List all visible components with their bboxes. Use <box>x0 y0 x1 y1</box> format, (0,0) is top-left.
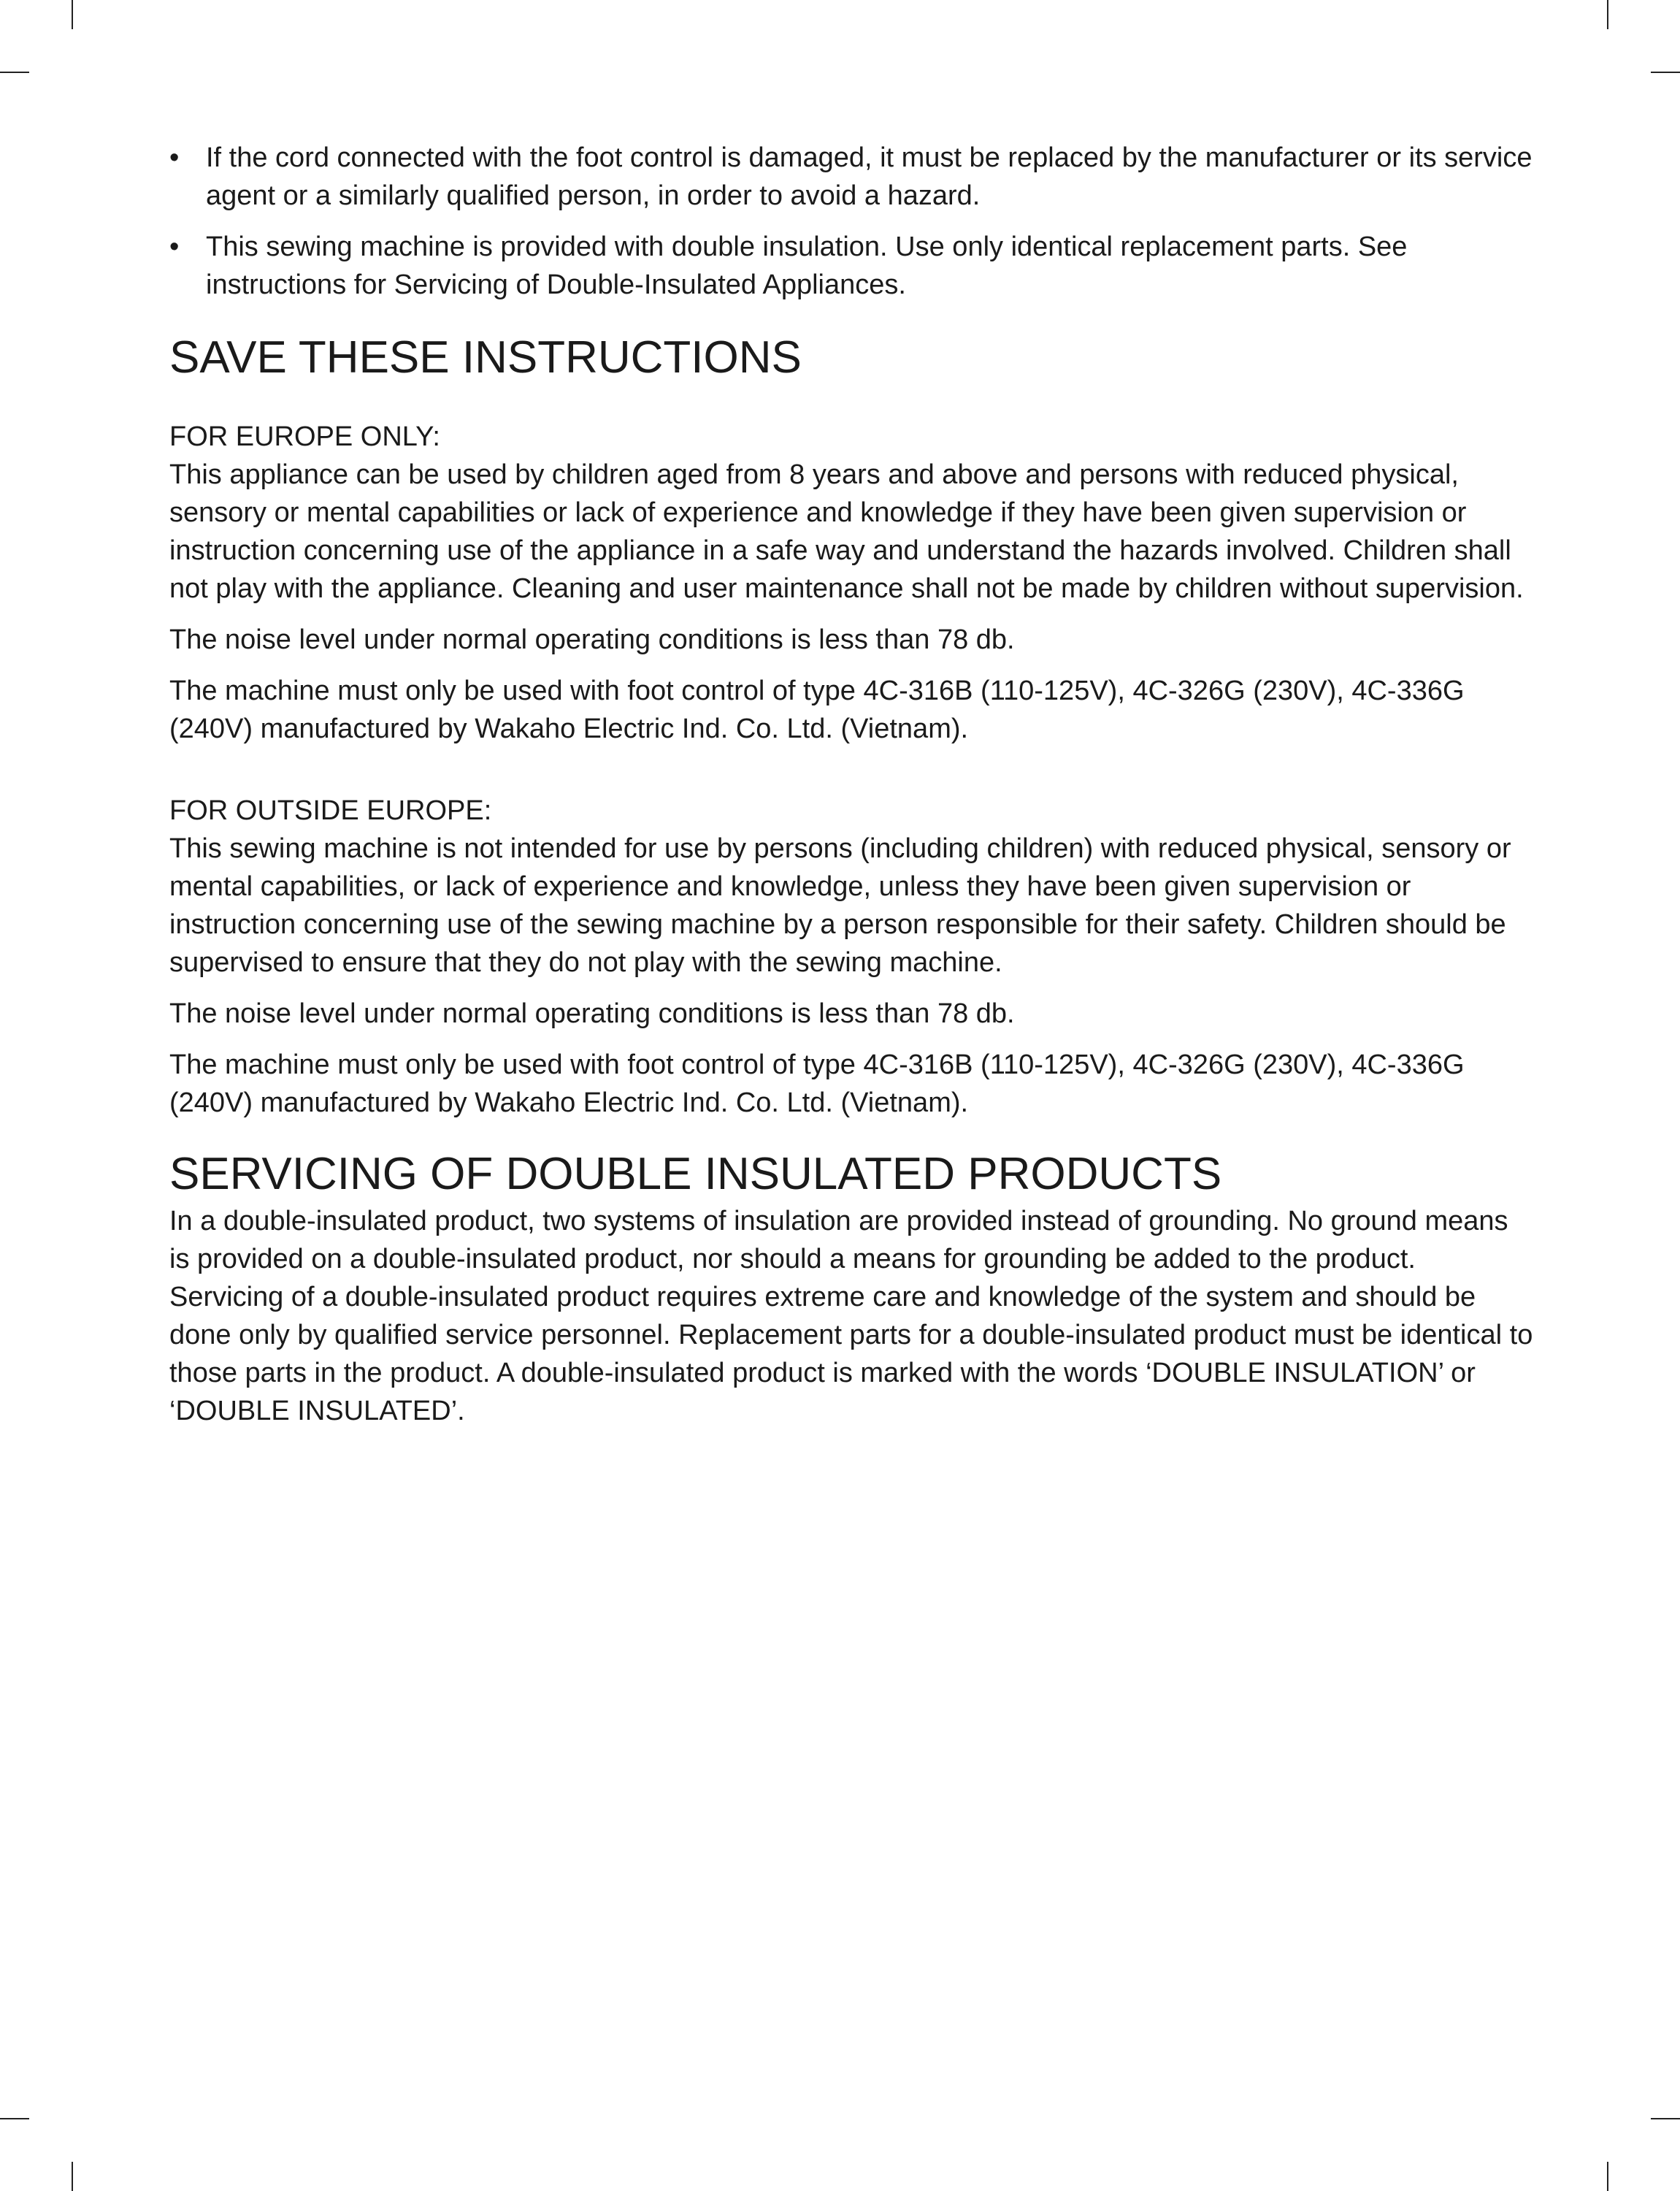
bullet-text: This sewing machine is provided with double insulation. Use only identical replacement parts. See instructions for Servicing of Double-Insulated Appliances. <box>206 232 1408 300</box>
crop-mark-top-right-vertical <box>1607 0 1608 29</box>
europe-label: FOR EUROPE ONLY: <box>169 421 440 452</box>
crop-mark-bottom-left-vertical <box>72 2162 73 2191</box>
outside-body: This sewing machine is not intended for use by persons (including children) with reduced physical, sensory or mental capabilities, or lack of experience and knowledge, unless they have been given supervision or instruction concerning use of the sewing machine by a person responsible for their safety. Children should be supervised to ensure that they do not play with the sewing machine. <box>169 833 1511 978</box>
bullet-text: If the cord connected with the foot control is damaged, it must be replaced by the manufacturer or its service agent or a similarly qualified person, in order to avoid a hazard. <box>206 142 1533 211</box>
bullet-item-cord <box>169 139 1535 215</box>
document-content <box>169 139 1535 1443</box>
crop-mark-top-left-vertical <box>72 0 73 29</box>
crop-mark-top-left-horizontal <box>0 72 29 73</box>
crop-mark-bottom-right-vertical <box>1607 2162 1608 2191</box>
save-instructions-heading: SAVE THESE INSTRUCTIONS <box>169 332 802 383</box>
crop-mark-bottom-left-horizontal <box>0 2118 29 2119</box>
servicing-body: In a double-insulated product, two systems of insulation are provided instead of grounding. No ground means is provided on a double-insulated product, nor should a means for grounding be added to the product. Servicing of a double-insulated product requires extreme care and knowledge of the system and should be done only by qualified service personnel. Replacement parts for a double-insulated product must be identical to those parts in the product. A double-insulated product is marked with the words ‘DOUBLE INSULATION’ or ‘DOUBLE INSULATED’. <box>169 1206 1533 1426</box>
outside-label: FOR OUTSIDE EUROPE: <box>169 795 492 826</box>
europe-section <box>169 418 1535 748</box>
outside-noise: The noise level under normal operating conditions is less than 78 db. <box>169 998 1015 1029</box>
safety-bullet-list <box>169 139 1535 304</box>
europe-body: This appliance can be used by children aged from 8 years and above and persons with reduced physical, sensory or mental capabilities or lack of experience and knowledge if they have been given supervision or instruction concerning use of the appliance in a safe way and understand the hazards involved. Children shall not play with the appliance. Cleaning and user maintenance shall not be made by children without supervision. <box>169 459 1524 604</box>
outside-foot-control: The machine must only be used with foot control of type 4C-316B (110-125V), 4C-326G (230V), 4C-336G (240V) manufactured by Wakaho Electric Ind. Co. Ltd. (Vietnam). <box>169 1049 1465 1118</box>
bullet-item-double-insulation <box>169 228 1535 304</box>
servicing-heading: SERVICING OF DOUBLE INSULATED PRODUCTS <box>169 1149 1222 1199</box>
bullet-icon: • <box>169 232 180 262</box>
bullet-icon: • <box>169 142 180 173</box>
servicing-section <box>169 1147 1535 1430</box>
crop-mark-bottom-right-horizontal <box>1651 2118 1680 2119</box>
outside-europe-section <box>169 792 1535 1122</box>
europe-foot-control: The machine must only be used with foot control of type 4C-316B (110-125V), 4C-326G (230V), 4C-336G (240V) manufactured by Wakaho Electric Ind. Co. Ltd. (Vietnam). <box>169 676 1465 744</box>
crop-mark-top-right-horizontal <box>1651 72 1680 73</box>
europe-noise: The noise level under normal operating conditions is less than 78 db. <box>169 624 1015 655</box>
